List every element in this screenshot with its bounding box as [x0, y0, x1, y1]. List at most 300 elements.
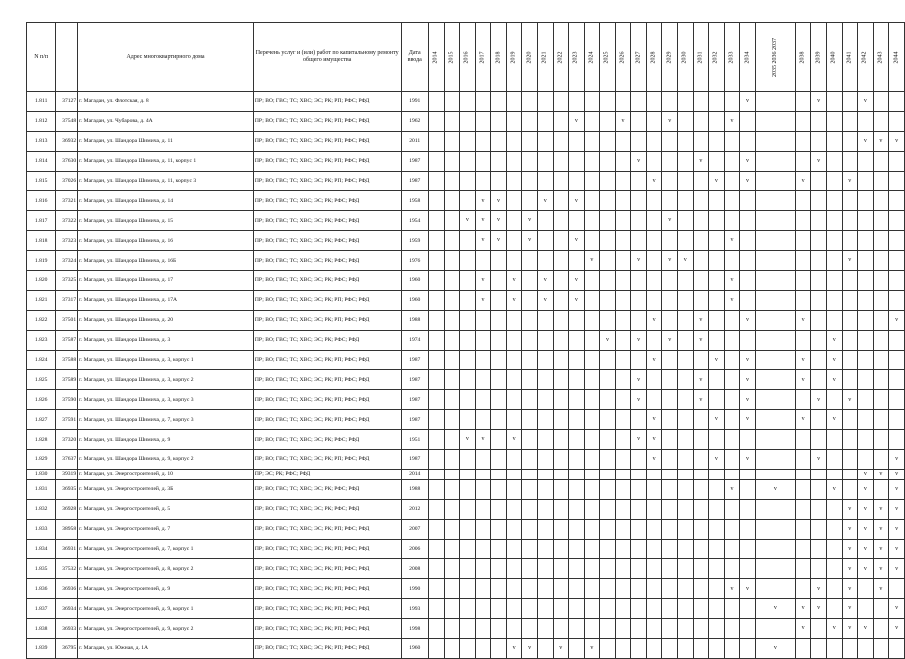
year-cell — [646, 151, 662, 171]
commission-year: 1988 — [401, 479, 429, 499]
header-year-label: 2025 — [604, 50, 611, 63]
check-mark: v — [773, 645, 777, 652]
year-cell — [429, 171, 445, 191]
year-cell — [506, 479, 522, 499]
year-cell — [709, 171, 725, 191]
year-cell — [662, 479, 678, 499]
year-cell — [678, 639, 694, 659]
check-mark: v — [714, 356, 718, 363]
year-cell — [724, 430, 740, 450]
year-cell — [709, 211, 725, 231]
year-cell — [646, 111, 662, 131]
year-cell — [506, 599, 522, 619]
check-mark: v — [879, 137, 883, 144]
row-number: 1.822 — [27, 310, 56, 330]
year-cell — [600, 469, 616, 479]
header-year-label: 2035 2036 2037 — [771, 37, 778, 77]
year-cell — [693, 579, 709, 599]
year-cell — [755, 410, 795, 430]
year-cell — [584, 450, 600, 470]
year-cell — [506, 111, 522, 131]
year-cell — [537, 231, 553, 251]
row-number: 1.835 — [27, 559, 56, 579]
year-cell — [858, 151, 874, 171]
year-cell — [842, 639, 858, 659]
year-cell — [724, 639, 740, 659]
row-number: 1.827 — [27, 410, 56, 430]
check-mark: v — [481, 197, 485, 204]
header-year-4 — [491, 23, 507, 92]
year-cell — [755, 499, 795, 519]
year-cell — [646, 251, 662, 271]
year-cell — [693, 469, 709, 479]
check-mark: v — [848, 585, 852, 592]
check-mark: v — [863, 545, 867, 552]
check-mark: v — [590, 257, 594, 264]
year-cell — [795, 151, 811, 171]
year-cell — [795, 131, 811, 151]
check-mark: v — [652, 436, 656, 443]
check-mark: v — [528, 237, 532, 244]
works-list: ПР; ВО; ГВС; ТС; ХВС; ЭС; РК; РП; РФС; РФД — [253, 290, 401, 310]
year-cell — [569, 92, 585, 112]
check-mark: v — [848, 605, 852, 612]
year-cell — [506, 171, 522, 191]
year-cell — [631, 519, 647, 539]
works-list: ПР; ВО; ГВС; ТС; ХВС; ЭС; РК; РФС; РФД — [253, 211, 401, 231]
check-mark: v — [574, 297, 578, 304]
year-cell — [491, 111, 507, 131]
year-cell — [429, 330, 445, 350]
year-cell — [569, 290, 585, 310]
works-list: ПР; ВО; ГВС; ТС; ХВС; ЭС; РК; РФС; РФД — [253, 430, 401, 450]
year-cell — [646, 410, 662, 430]
year-cell — [569, 310, 585, 330]
check-mark: v — [879, 545, 883, 552]
header-year-label: 2023 — [572, 50, 579, 63]
year-cell — [444, 450, 460, 470]
year-cell — [475, 479, 491, 499]
year-cell — [693, 111, 709, 131]
year-cell — [615, 310, 631, 330]
house-id: 37587 — [56, 330, 78, 350]
year-cell — [693, 499, 709, 519]
year-cell — [811, 410, 827, 430]
year-cell — [646, 519, 662, 539]
year-cell — [569, 330, 585, 350]
year-cell — [842, 350, 858, 370]
year-cell — [491, 310, 507, 330]
check-mark: v — [481, 217, 485, 224]
year-cell — [631, 559, 647, 579]
year-cell — [826, 310, 842, 330]
year-cell — [553, 271, 569, 291]
year-cell — [873, 251, 889, 271]
check-mark: v — [848, 565, 852, 572]
year-cell — [709, 450, 725, 470]
year-cell — [724, 450, 740, 470]
year-cell — [678, 310, 694, 330]
year-cell — [858, 539, 874, 559]
year-cell — [615, 211, 631, 231]
year-cell — [889, 211, 905, 231]
check-mark: v — [512, 436, 516, 443]
header-year-17 — [693, 23, 709, 92]
check-mark: v — [848, 505, 852, 512]
year-cell — [842, 430, 858, 450]
year-cell — [460, 390, 476, 410]
year-cell — [693, 251, 709, 271]
year-cell — [724, 330, 740, 350]
year-cell — [569, 171, 585, 191]
year-cell — [553, 171, 569, 191]
year-cell — [858, 469, 874, 479]
year-cell — [522, 310, 538, 330]
year-cell — [811, 579, 827, 599]
year-cell — [826, 231, 842, 251]
house-address: г. Магадан, ул. Шандора Шимича, д. 11, корпус 3 — [78, 171, 254, 191]
year-cell — [709, 330, 725, 350]
year-cell — [678, 251, 694, 271]
year-cell — [795, 539, 811, 559]
year-cell — [615, 191, 631, 211]
year-cell — [646, 450, 662, 470]
works-list: ПР; ВО; ГВС; ТС; ХВС; ЭС; РК; РФС; РФД — [253, 231, 401, 251]
year-cell — [755, 479, 795, 499]
year-cell — [522, 271, 538, 291]
row-number: 1.826 — [27, 390, 56, 410]
year-cell — [460, 231, 476, 251]
house-address: г. Магадан, ул. Шандора Шимича, д. 9, корпус 2 — [78, 450, 254, 470]
year-cell — [740, 469, 756, 479]
year-cell — [678, 410, 694, 430]
year-cell — [826, 539, 842, 559]
year-cell — [506, 619, 522, 639]
year-cell — [615, 330, 631, 350]
year-cell — [491, 410, 507, 430]
year-cell — [858, 430, 874, 450]
year-cell — [842, 410, 858, 430]
check-mark: v — [863, 486, 867, 493]
commission-year: 1951 — [401, 430, 429, 450]
year-cell — [475, 171, 491, 191]
year-cell — [444, 330, 460, 350]
header-year-label: 2019 — [510, 50, 517, 63]
year-cell — [444, 479, 460, 499]
year-cell — [569, 211, 585, 231]
year-cell — [522, 539, 538, 559]
year-cell — [429, 111, 445, 131]
year-cell — [460, 271, 476, 291]
year-cell — [615, 469, 631, 479]
year-cell — [678, 211, 694, 231]
year-cell — [506, 151, 522, 171]
year-cell — [553, 559, 569, 579]
year-cell — [811, 479, 827, 499]
year-cell — [537, 579, 553, 599]
table-row — [27, 430, 905, 450]
house-address: г. Магадан, ул. Чубарова, д. 4А — [78, 111, 254, 131]
year-cell — [615, 390, 631, 410]
year-cell — [662, 111, 678, 131]
header-year-26 — [858, 23, 874, 92]
year-cell — [740, 271, 756, 291]
year-cell — [460, 350, 476, 370]
house-address: г. Магадан, ул. Энергостроителей, д. 5 — [78, 499, 254, 519]
year-cell — [693, 211, 709, 231]
year-cell — [460, 559, 476, 579]
year-cell — [537, 131, 553, 151]
house-id: 36931 — [56, 539, 78, 559]
check-mark: v — [817, 605, 821, 612]
year-cell — [553, 450, 569, 470]
year-cell — [858, 330, 874, 350]
year-cell — [506, 231, 522, 251]
year-cell — [584, 251, 600, 271]
year-cell — [444, 151, 460, 171]
year-cell — [693, 330, 709, 350]
check-mark: v — [832, 416, 836, 423]
year-cell — [569, 559, 585, 579]
year-cell — [506, 579, 522, 599]
year-cell — [553, 290, 569, 310]
year-cell — [631, 131, 647, 151]
year-cell — [631, 151, 647, 171]
house-address: г. Магадан, ул. Южная, д. 1А — [78, 639, 254, 659]
year-cell — [724, 499, 740, 519]
works-list: ПР; ВО; ГВС; ТС; ХВС; ЭС; РК; РП; РФС; РФД — [253, 639, 401, 659]
year-cell — [553, 539, 569, 559]
check-mark: v — [637, 336, 641, 343]
year-cell — [615, 350, 631, 370]
row-number: 1.838 — [27, 619, 56, 639]
year-cell — [491, 559, 507, 579]
year-cell — [537, 290, 553, 310]
year-cell — [491, 479, 507, 499]
year-cell — [826, 271, 842, 291]
row-number: 1.820 — [27, 271, 56, 291]
year-cell — [740, 499, 756, 519]
year-cell — [873, 519, 889, 539]
year-cell — [755, 211, 795, 231]
year-cell — [709, 131, 725, 151]
check-mark: v — [574, 277, 578, 284]
year-cell — [811, 171, 827, 191]
check-mark: v — [746, 177, 750, 184]
year-cell — [826, 151, 842, 171]
year-cell — [537, 211, 553, 231]
year-cell — [858, 92, 874, 112]
year-cell — [842, 191, 858, 211]
check-mark: v — [863, 137, 867, 144]
year-cell — [429, 519, 445, 539]
year-cell — [755, 290, 795, 310]
year-cell — [460, 251, 476, 271]
year-cell — [537, 370, 553, 390]
year-cell — [740, 430, 756, 450]
year-cell — [724, 479, 740, 499]
house-id: 37321 — [56, 191, 78, 211]
year-cell — [740, 310, 756, 330]
year-cell — [569, 191, 585, 211]
year-cell — [795, 310, 811, 330]
year-cell — [522, 390, 538, 410]
year-cell — [795, 390, 811, 410]
check-mark: v — [817, 396, 821, 403]
year-cell — [755, 539, 795, 559]
commission-year: 2006 — [401, 539, 429, 559]
year-cell — [724, 290, 740, 310]
year-cell — [522, 350, 538, 370]
year-cell — [553, 330, 569, 350]
commission-year: 1958 — [401, 191, 429, 211]
check-mark: v — [512, 297, 516, 304]
check-mark: v — [895, 525, 899, 532]
year-cell — [678, 350, 694, 370]
year-cell — [811, 390, 827, 410]
year-cell — [858, 559, 874, 579]
year-cell — [755, 131, 795, 151]
check-mark: v — [605, 336, 609, 343]
year-cell — [889, 579, 905, 599]
year-cell — [475, 559, 491, 579]
year-cell — [693, 479, 709, 499]
year-cell — [724, 519, 740, 539]
year-cell — [537, 450, 553, 470]
table-row — [27, 310, 905, 330]
year-cell — [724, 92, 740, 112]
check-mark: v — [895, 316, 899, 323]
table-row — [27, 559, 905, 579]
year-cell — [522, 599, 538, 619]
year-cell — [709, 251, 725, 271]
year-cell — [491, 350, 507, 370]
year-cell — [537, 519, 553, 539]
year-cell — [600, 599, 616, 619]
year-cell — [873, 131, 889, 151]
year-cell — [693, 151, 709, 171]
table-row — [27, 599, 905, 619]
year-cell — [755, 350, 795, 370]
check-mark: v — [832, 376, 836, 383]
check-mark: v — [683, 257, 687, 264]
year-cell — [724, 111, 740, 131]
year-cell — [569, 251, 585, 271]
year-cell — [709, 599, 725, 619]
year-cell — [662, 251, 678, 271]
year-cell — [724, 410, 740, 430]
year-cell — [795, 579, 811, 599]
commission-year: 2007 — [401, 519, 429, 539]
year-cell — [842, 450, 858, 470]
header-year-24 — [826, 23, 842, 92]
house-id: 37324 — [56, 251, 78, 271]
year-cell — [811, 251, 827, 271]
year-cell — [444, 579, 460, 599]
year-cell — [693, 171, 709, 191]
year-cell — [631, 330, 647, 350]
year-cell — [646, 271, 662, 291]
year-cell — [795, 370, 811, 390]
year-cell — [631, 450, 647, 470]
year-cell — [646, 92, 662, 112]
year-cell — [553, 211, 569, 231]
year-cell — [889, 171, 905, 191]
year-cell — [491, 539, 507, 559]
year-cell — [709, 350, 725, 370]
year-cell — [709, 559, 725, 579]
year-cell — [858, 370, 874, 390]
year-cell — [795, 211, 811, 231]
year-cell — [858, 171, 874, 191]
commission-year: 1954 — [401, 211, 429, 231]
year-cell — [444, 619, 460, 639]
header-year-8 — [553, 23, 569, 92]
table-row — [27, 410, 905, 430]
commission-year: 1962 — [401, 111, 429, 131]
year-cell — [584, 271, 600, 291]
year-cell — [444, 191, 460, 211]
year-cell — [600, 559, 616, 579]
year-cell — [755, 251, 795, 271]
works-list: ПР; ВО; ГВС; ТС; ХВС; ЭС; РК; РП; РФС; РФД — [253, 619, 401, 639]
year-cell — [522, 559, 538, 579]
year-cell — [693, 370, 709, 390]
year-cell — [569, 519, 585, 539]
row-number: 1.814 — [27, 151, 56, 171]
check-mark: v — [746, 585, 750, 592]
year-cell — [429, 430, 445, 450]
year-cell — [429, 271, 445, 291]
year-cell — [600, 539, 616, 559]
year-cell — [858, 519, 874, 539]
check-mark: v — [817, 585, 821, 592]
header-year-11 — [600, 23, 616, 92]
year-cell — [740, 410, 756, 430]
year-cell — [826, 559, 842, 579]
year-cell — [889, 111, 905, 131]
year-cell — [826, 450, 842, 470]
row-number: 1.834 — [27, 539, 56, 559]
year-cell — [444, 639, 460, 659]
year-cell — [631, 469, 647, 479]
year-cell — [569, 111, 585, 131]
works-list: ПР; ВО; ГВС; ТС; ХВС; ЭС; РК; РФС; РФД — [253, 271, 401, 291]
year-cell — [600, 519, 616, 539]
works-list: ПР; ВО; ГВС; ТС; ХВС; ЭС; РК; РП; РФС; РФД — [253, 111, 401, 131]
commission-year: 1998 — [401, 619, 429, 639]
year-cell — [491, 171, 507, 191]
year-cell — [826, 92, 842, 112]
check-mark: v — [801, 356, 805, 363]
year-cell — [522, 410, 538, 430]
year-cell — [709, 499, 725, 519]
year-cell — [678, 191, 694, 211]
table-row — [27, 469, 905, 479]
year-cell — [569, 350, 585, 370]
check-mark: v — [895, 565, 899, 572]
year-cell — [755, 171, 795, 191]
year-cell — [491, 231, 507, 251]
year-cell — [842, 92, 858, 112]
year-cell — [475, 251, 491, 271]
check-mark: v — [801, 177, 805, 184]
year-cell — [553, 619, 569, 639]
year-cell — [460, 290, 476, 310]
year-cell — [460, 539, 476, 559]
year-cell — [662, 430, 678, 450]
year-cell — [873, 390, 889, 410]
